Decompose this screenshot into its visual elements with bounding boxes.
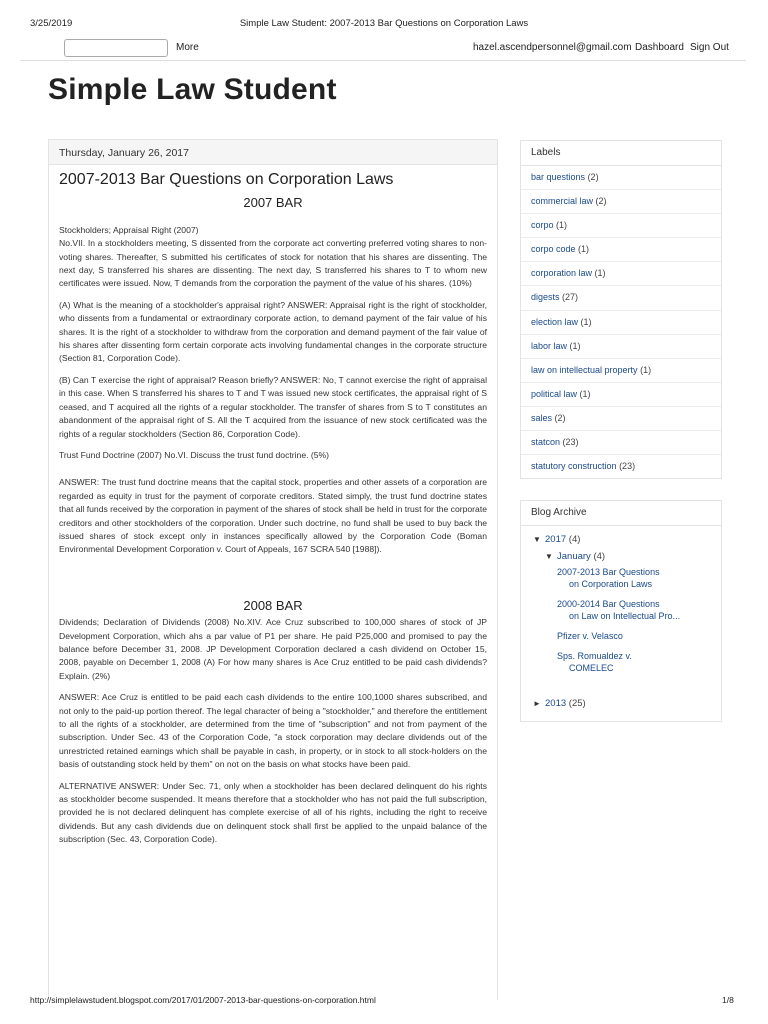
label-item[interactable]: corporation law (1) bbox=[521, 262, 721, 286]
blogger-navbar bbox=[0, 38, 768, 58]
label-item[interactable]: corpo (1) bbox=[521, 214, 721, 238]
section-heading-2008: 2008 BAR bbox=[243, 597, 303, 613]
archive-month-january[interactable]: ▼ January (4) bbox=[545, 551, 606, 562]
archive-year-2013[interactable]: ► 2013 (25) bbox=[533, 698, 586, 709]
post-paragraph: ANSWER: Ace Cruz is entitled to be paid each cash dividends to the entire 100,1000 shares subscribed, and not only to the paid-up portion thereof. The legal character of being a "stockholder," and therefore the entitlement to all the rights of a stockholder, are determined from the time of "subscription" and not from payment of the subscription. Under Sec. 43 of the Corporation Code, "a stock corporation may declare dividends out of the unrestricted retained earnings which shall be payable in cash, in property, or in stock to all stock-holders on the basis of outstanding stock held by them" on not on the basis on what stocks have been paid. bbox=[59, 692, 487, 770]
label-item[interactable]: sales (2) bbox=[521, 407, 721, 431]
post-paragraph: Trust Fund Doctrine (2007) No.VI. Discuss the trust fund doctrine. (5%) bbox=[59, 449, 330, 460]
blog-archive-widget bbox=[520, 500, 722, 722]
more-link[interactable]: More bbox=[176, 42, 199, 53]
labels-widget bbox=[520, 140, 722, 479]
page-url: http://simplelawstudent.blogspot.com/2017/01/2007-2013-bar-questions-on-corporation.html bbox=[30, 995, 376, 1005]
print-title: Simple Law Student: 2007-2013 Bar Questions on Corporation Laws bbox=[239, 18, 529, 29]
post-body bbox=[49, 173, 497, 847]
blog-title[interactable]: Simple Law Student bbox=[48, 73, 337, 106]
post bbox=[48, 139, 498, 1000]
post-paragraph: No.VII. In a stockholders meeting, S dissented from the corporate act converting preferred voting shares to non-voting shares. Thereafter, S submitted his certificates of stock for notation that his shares are dissenting. The next day, S transferred his shares are dissenting. The next day, S transferred his shares to T to whom new certificates were issued. Now, T demands from the corporation the payment of the value of his shares. (10%) bbox=[59, 238, 487, 289]
label-item[interactable]: digests (27) bbox=[521, 286, 721, 310]
label-item[interactable]: commercial law (2) bbox=[521, 190, 721, 214]
labels-title: Labels bbox=[521, 141, 721, 166]
archive-title: Blog Archive bbox=[521, 501, 721, 526]
archive-post-link[interactable]: Sps. Romualdez v. COMELEC bbox=[557, 651, 632, 673]
post-paragraph: (B) Can T exercise the right of appraisal? Reason briefly? ANSWER: No, T cannot exercise the right of appraisal in this case. When S transferred his shares to T and T was issued new stock certificates, the appraisal right of S ceased, and T acquired all the rights of a regular stockholder. The transfer of shares from S to T constitutes an abandonment of the appraisal right of S. All the T acquired from the issuance of new stock certificated was the rights of a regular stockholders (Section 86, Corporation Code). bbox=[59, 374, 487, 439]
expand-arrow-icon[interactable]: ► bbox=[533, 699, 541, 708]
archive-post-link[interactable]: 2000-2014 Bar Questions on Law on Intellectual Pro... bbox=[557, 599, 681, 621]
label-item[interactable]: statcon (23) bbox=[521, 431, 721, 455]
label-item[interactable]: bar questions (2) bbox=[521, 166, 721, 190]
page-number: 1/8 bbox=[722, 995, 734, 1005]
post-paragraph: ANSWER: The trust fund doctrine means that the capital stock, properties and other assets of a corporation are regarded as equity in trust for the payment of corporate creditors. Stated simply, the trust fund doctrine states that all funds received by the corporation in payment of the shares of stock shall be held in trust for the corporate creditors and other stockholders of the corporation. Under such doctrine, no fund shall be used to buy back the issued shares of stock except only in instances specifically allowed by the Corporation Code (Boman Environmental Development Corporation v. Court of Appeals, 167 SCRA 540 [1988]). bbox=[59, 477, 487, 555]
post-paragraph: ALTERNATIVE ANSWER: Under Sec. 71, only when a stockholder has been declared delinquent do his rights as stockholder become suspended. It means therefore that a stockholder who has not paid the full subscription, provided he is not declared delinquent has complete exercise of all of his rights, including the right to receive dividends. But any cash dividends due on delinquent stock shall first be applied to the unpaid balance of the subscription (Sec. 43, Corporation Code). bbox=[59, 780, 487, 845]
section-heading-2007: 2007 BAR bbox=[243, 195, 303, 211]
post-paragraph: Stockholders; Appraisal Right (2007) bbox=[59, 224, 199, 235]
label-item[interactable]: law on intellectual property (1) bbox=[521, 359, 721, 383]
post-paragraph: (A) What is the meaning of a stockholder's appraisal right? ANSWER: Appraisal right is the right of stockholder, who dissents from a fundamental or extraordinary corporate action, to demand payment of the fair value of his shares. It is the right of a stockholder to withdraw from the corporation and demand payment of the fair value of his shares after dissenting form certain corporate acts involving fundamental changes in the corporate structure (Section 81, Corporation Code). bbox=[59, 299, 487, 364]
post-title[interactable]: 2007-2013 Bar Questions on Corporation Laws bbox=[59, 171, 394, 188]
label-item[interactable]: corpo code (1) bbox=[521, 238, 721, 262]
archive-post-list bbox=[521, 566, 721, 674]
sign-out-link[interactable]: Sign Out bbox=[690, 42, 729, 53]
collapse-arrow-icon[interactable]: ▼ bbox=[545, 552, 553, 561]
dashboard-link[interactable]: Dashboard bbox=[635, 42, 684, 53]
label-item[interactable]: political law (1) bbox=[521, 383, 721, 407]
label-item[interactable]: statutory construction (23) bbox=[531, 461, 636, 472]
post-paragraph: Dividends; Declaration of Dividends (2008) No.XIV. Ace Cruz subscribed to 100,000 shares of stock of JP Development Corporation, which ahs a par value of P1 per share. He paid P25,000 and promised to pay the balance before December 31, 2008. JP Development Corporation declared a cash dividend on October 15, 2008, payable on December 1, 2008 (A) For how many shares is Ace Cruz entitled to be paid cash dividends? Explain. (2%) bbox=[59, 617, 487, 681]
label-item[interactable]: election law (1) bbox=[521, 311, 721, 335]
collapse-arrow-icon[interactable]: ▼ bbox=[533, 535, 541, 544]
print-date: 3/25/2019 bbox=[30, 18, 73, 29]
archive-post-link[interactable]: 2007-2013 Bar Questions on Corporation Laws bbox=[557, 567, 660, 589]
user-email: hazel.ascendpersonnel@gmail.com bbox=[473, 42, 632, 53]
post-date: Thursday, January 26, 2017 bbox=[49, 140, 497, 165]
label-item[interactable]: labor law (1) bbox=[521, 335, 721, 359]
search-input[interactable] bbox=[64, 39, 168, 57]
archive-post-link[interactable]: Pfizer v. Velasco bbox=[557, 631, 623, 641]
archive-year-2017[interactable]: ▼ 2017 (4) bbox=[533, 534, 581, 545]
